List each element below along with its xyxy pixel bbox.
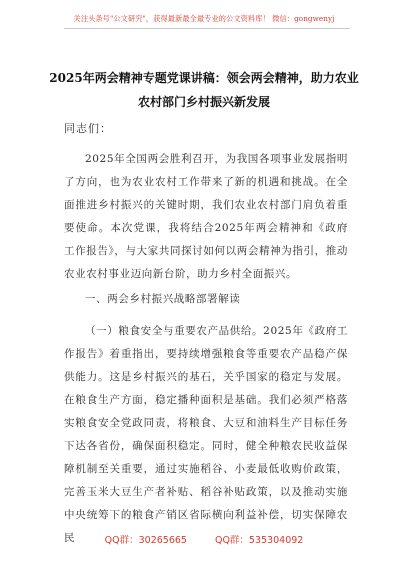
section-heading: 一、两会乡村振兴战略部署解读 — [85, 293, 241, 305]
header-divider — [64, 28, 350, 29]
footer-qq-2: QQ群：535304092 — [214, 535, 304, 546]
paragraph-section-1: （一）粮食安全与重要农产品供给。2025年《政府工作报告》着重指出，要持续增强粮食等重要农产品稳产保供能力。这是乡村振兴的基石，关乎国家的稳定与发展。在粮食生产方面，稳定播种面积是基础。我们必须严格落实粮食安全党政同责，将粮食、大豆和油料生产目标任务下达各省份，确保面积稳定。同时，健全种粮农民收益保障机制至关重要，通过实施稻谷、小麦最低收购价政策，完善玉米大豆生产者补贴、稻谷补贴政策，以及推动实施中央统筹下的粮食产销区省际横向利益补偿，切实保障农民 — [64, 325, 348, 544]
header-banner: 关注头条号"公文研究"，获得最新最全最专业的公文资料库！ 微信：gongwenyj — [73, 14, 335, 23]
footer-qq-groups — [0, 532, 408, 546]
paragraph-intro: 2025年全国两会胜利召开，为我国各项事业发展指明了方向，也为农业农村工作带来了新的机遇和挑战。在全面推进乡村振兴的关键时期，我们农业农村部门肩负着重要使命。本次党课，我将结合2025年两会精神和《政府工作报告》，与大家共同探讨如何以两会精神为指引，推动农业农村事业迈向新台阶，助力乡村全面振兴。 — [64, 153, 348, 280]
document-title — [48, 66, 360, 114]
title-line-1: 2025年两会精神专题党课讲稿：领会两会精神，助力农业 — [49, 71, 359, 85]
salutation: 同志们： — [64, 122, 112, 135]
title-line-2: 农村部门乡村振兴新发展 — [137, 95, 270, 109]
footer-qq-1: QQ群：30265665 — [104, 535, 187, 546]
